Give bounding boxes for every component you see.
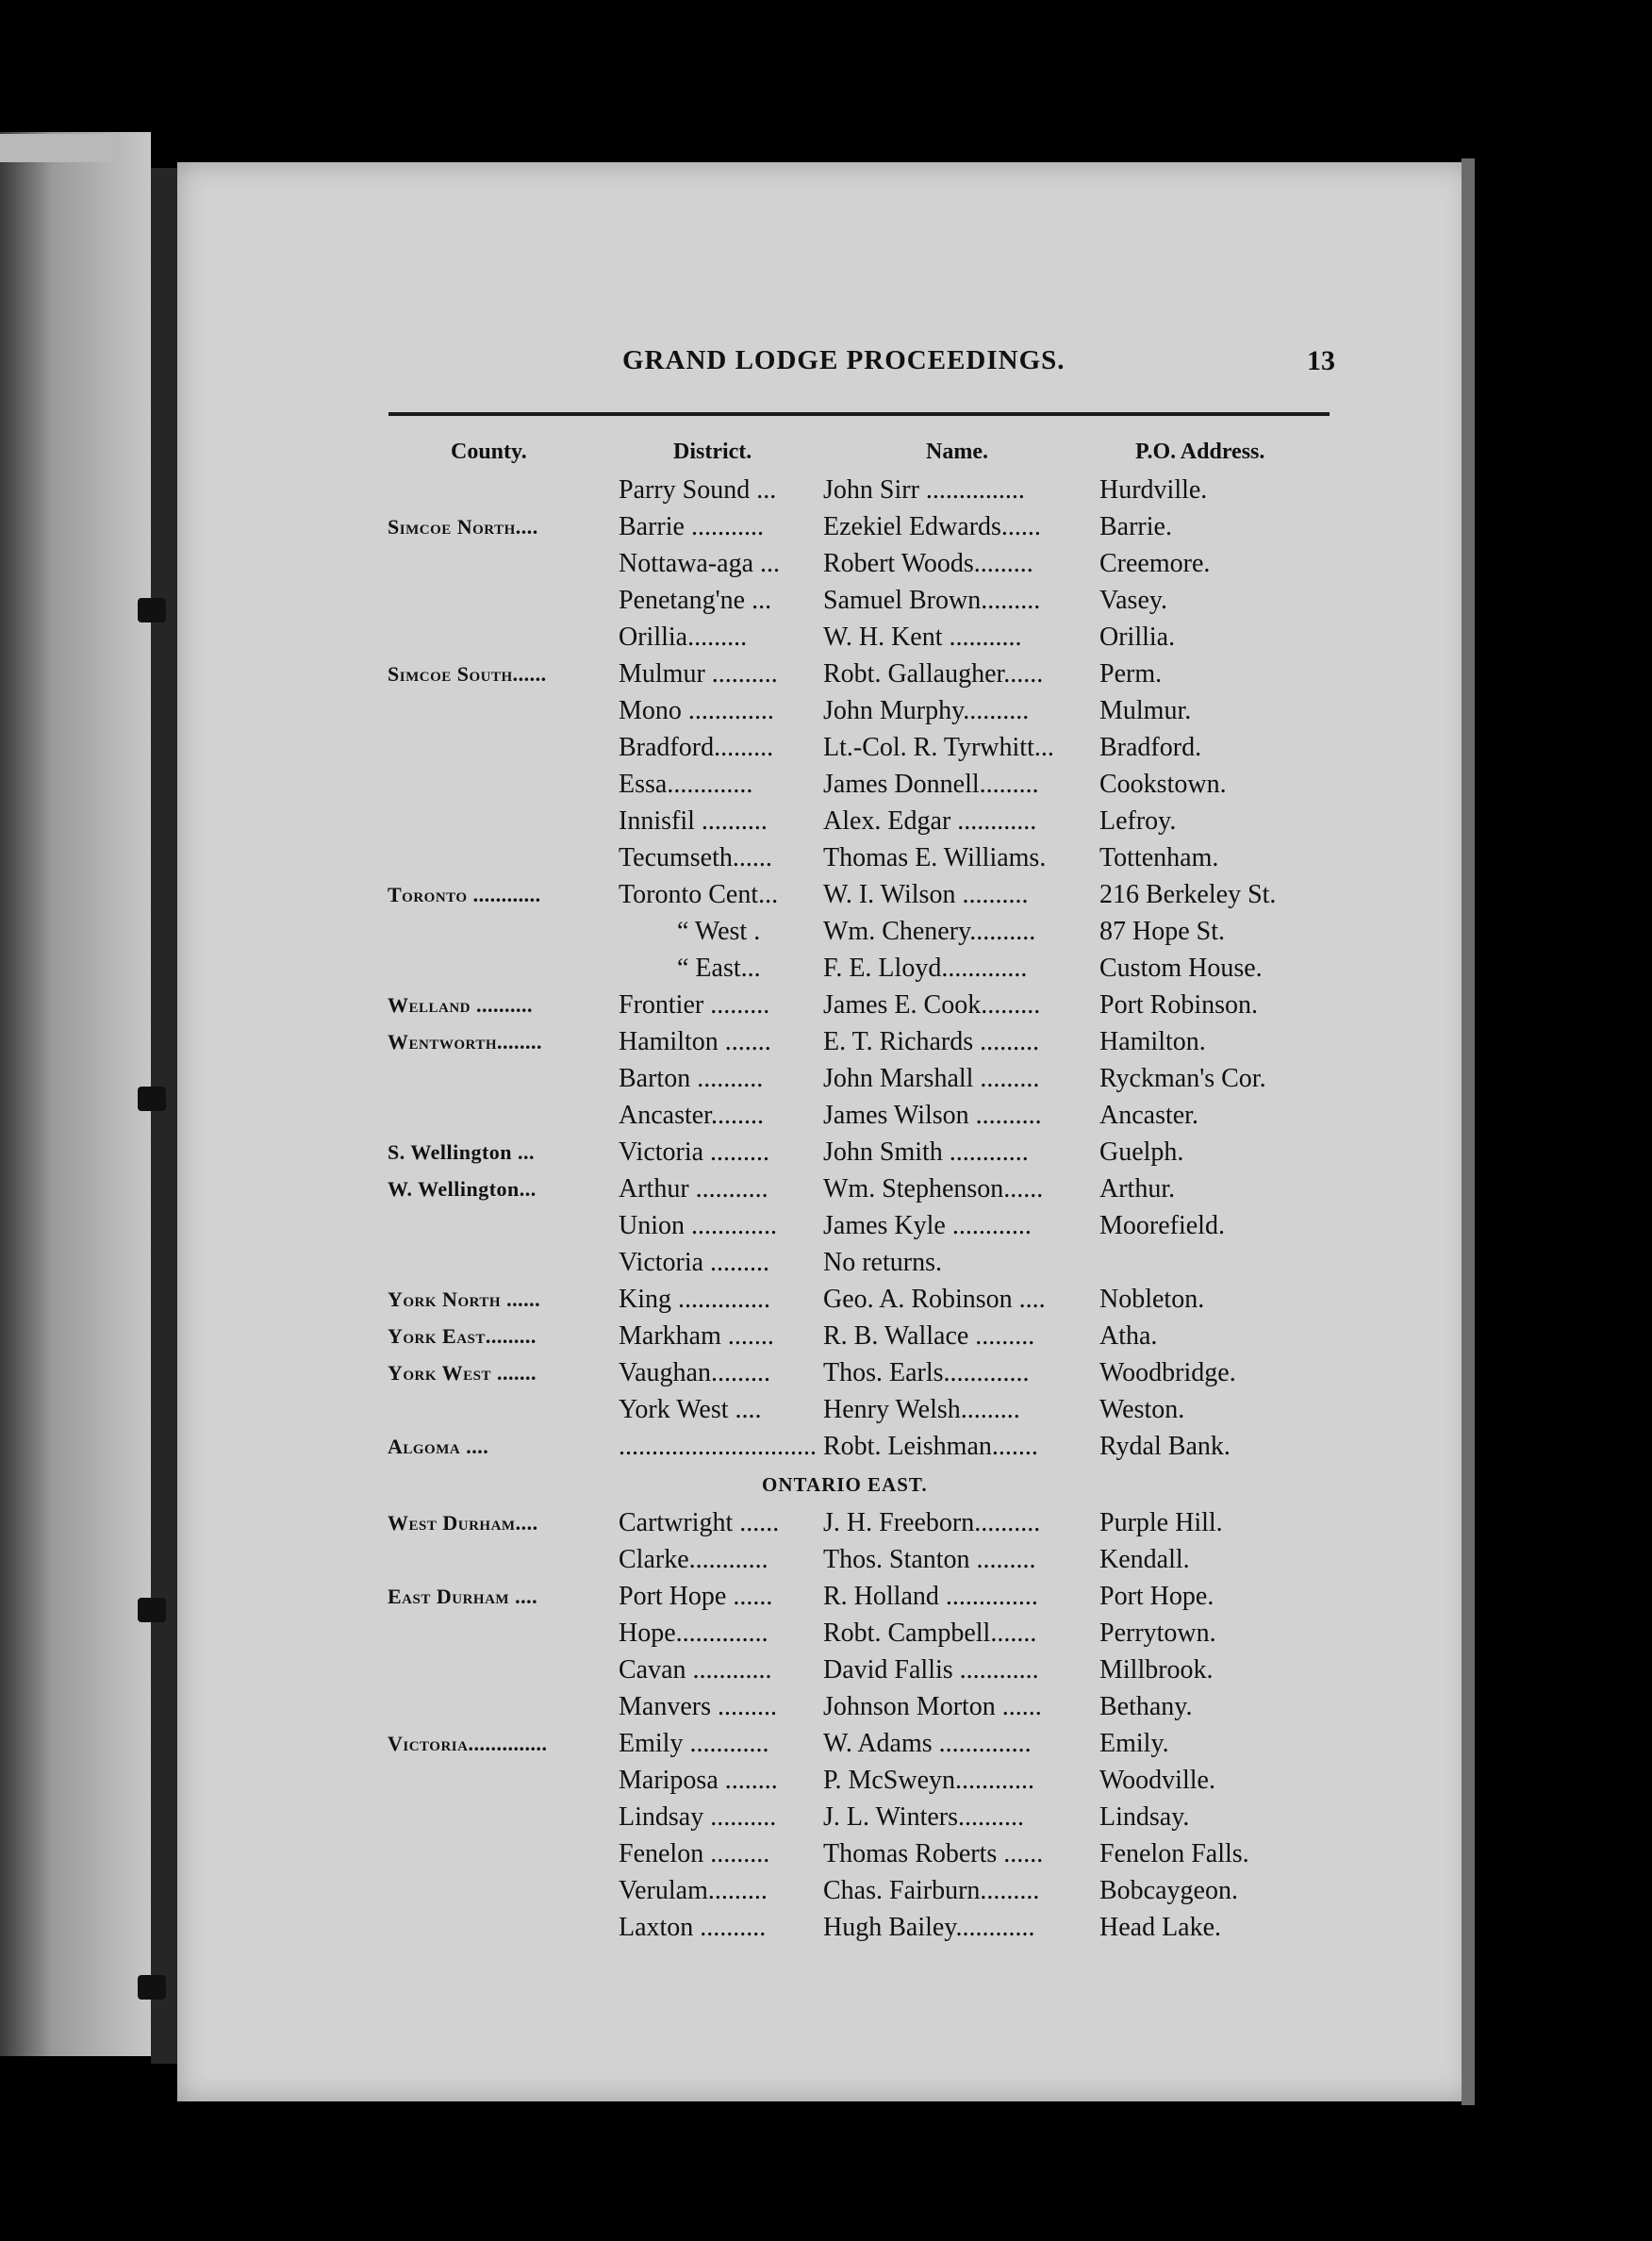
county-cell: York East......... xyxy=(388,1324,537,1348)
district-cell: Orillia......... xyxy=(619,622,748,652)
district-cell: Clarke............ xyxy=(619,1545,768,1574)
address-cell: Tottenham. xyxy=(1099,843,1219,872)
table-row xyxy=(0,1762,1652,1799)
address-cell: Bobcaygeon. xyxy=(1099,1876,1238,1905)
lodge-directory-table xyxy=(0,472,1652,1946)
address-cell: Ancaster. xyxy=(1099,1101,1198,1130)
address-cell: 216 Berkeley St. xyxy=(1099,880,1277,909)
table-row xyxy=(0,545,1652,582)
district-cell: Cavan ............ xyxy=(619,1655,772,1685)
district-cell: Nottawa-aga ... xyxy=(619,549,781,578)
address-cell: Vasey. xyxy=(1099,586,1168,615)
table-row xyxy=(0,1799,1652,1835)
address-cell: Guelph. xyxy=(1099,1137,1184,1167)
table-row xyxy=(0,1578,1652,1615)
table-row xyxy=(0,1207,1652,1244)
name-cell: R. B. Wallace ......... xyxy=(823,1321,1035,1351)
district-cell: Ancaster........ xyxy=(619,1101,764,1130)
name-cell: Geo. A. Robinson .... xyxy=(823,1285,1046,1314)
column-header-name: Name. xyxy=(926,440,988,464)
address-cell: Barrie. xyxy=(1099,512,1172,541)
district-cell: Mono ............. xyxy=(619,696,774,725)
name-cell: Henry Welsh......... xyxy=(823,1395,1020,1424)
county-cell: Wentworth........ xyxy=(388,1030,542,1054)
county-cell: Victoria.............. xyxy=(388,1732,548,1755)
district-cell: Cartwright ...... xyxy=(619,1508,780,1537)
table-row xyxy=(0,472,1652,508)
district-cell: York West .... xyxy=(619,1395,762,1424)
address-cell: Head Lake. xyxy=(1099,1913,1222,1942)
name-cell: Lt.-Col. R. Tyrwhitt... xyxy=(823,733,1054,762)
name-cell: James Wilson .......... xyxy=(823,1101,1042,1130)
county-cell: York North ...... xyxy=(388,1287,541,1311)
table-row xyxy=(0,1391,1652,1428)
table-row xyxy=(0,950,1652,987)
district-cell: Essa............. xyxy=(619,770,753,799)
address-cell: 87 Hope St. xyxy=(1099,917,1225,946)
address-cell: Bradford. xyxy=(1099,733,1202,762)
name-cell: James E. Cook......... xyxy=(823,990,1041,1020)
district-cell: Hamilton ....... xyxy=(619,1027,771,1056)
address-cell: Port Robinson. xyxy=(1099,990,1259,1020)
district-cell: “ East... xyxy=(677,954,761,983)
page-title: GRAND LODGE PROCEEDINGS. xyxy=(622,345,1066,375)
address-cell: Orillia. xyxy=(1099,622,1176,652)
section-heading: ONTARIO EAST. xyxy=(762,1473,928,1496)
name-cell: Johnson Morton ...... xyxy=(823,1692,1042,1721)
address-cell: Arthur. xyxy=(1099,1174,1176,1204)
name-cell: J. H. Freeborn.......... xyxy=(823,1508,1041,1537)
header-rule xyxy=(388,412,1330,416)
district-cell: Victoria ......... xyxy=(619,1137,770,1167)
district-cell: Bradford......... xyxy=(619,733,774,762)
address-cell: Emily. xyxy=(1099,1729,1169,1758)
running-header xyxy=(377,345,1335,383)
district-cell: Verulam......... xyxy=(619,1876,768,1905)
district-cell: Innisfil .......... xyxy=(619,806,768,836)
name-cell: W. H. Kent ........... xyxy=(823,622,1022,652)
name-cell: Ezekiel Edwards...... xyxy=(823,512,1041,541)
table-row xyxy=(0,1688,1652,1725)
name-cell: John Murphy.......... xyxy=(823,696,1030,725)
table-row xyxy=(0,1541,1652,1578)
district-cell: Tecumseth...... xyxy=(619,843,772,872)
name-cell: Robt. Campbell....... xyxy=(823,1618,1037,1648)
name-cell: E. T. Richards ......... xyxy=(823,1027,1040,1056)
address-cell: Creemore. xyxy=(1099,549,1211,578)
table-row xyxy=(0,1428,1652,1465)
column-header-district: District. xyxy=(673,440,752,464)
district-cell: Penetang'ne ... xyxy=(619,586,772,615)
name-cell: Robt. Gallaugher...... xyxy=(823,659,1044,689)
county-cell: Algoma .... xyxy=(388,1435,489,1458)
district-cell: Parry Sound ... xyxy=(619,475,777,505)
name-cell: John Smith ............ xyxy=(823,1137,1029,1167)
county-cell: W. Wellington... xyxy=(388,1177,537,1201)
name-cell: Wm. Stephenson...... xyxy=(823,1174,1044,1204)
district-cell: Hope.............. xyxy=(619,1618,768,1648)
table-row xyxy=(0,1652,1652,1688)
address-cell: Lefroy. xyxy=(1099,806,1177,836)
address-cell: Millbrook. xyxy=(1099,1655,1214,1685)
address-cell: Ryckman's Cor. xyxy=(1099,1064,1266,1093)
district-cell: Barrie ........... xyxy=(619,512,764,541)
name-cell: J. L. Winters.......... xyxy=(823,1802,1025,1832)
name-cell: Thomas Roberts ...... xyxy=(823,1839,1044,1868)
table-row xyxy=(0,508,1652,545)
name-cell: Thos. Stanton ......... xyxy=(823,1545,1036,1574)
table-row xyxy=(0,656,1652,692)
name-cell: R. Holland .............. xyxy=(823,1582,1038,1611)
district-cell: Toronto Cent... xyxy=(619,880,779,909)
table-row xyxy=(0,1615,1652,1652)
district-cell: Victoria ......... xyxy=(619,1248,770,1277)
address-cell: Bethany. xyxy=(1099,1692,1193,1721)
table-row xyxy=(0,803,1652,839)
address-cell: Weston. xyxy=(1099,1395,1185,1424)
table-row xyxy=(0,1244,1652,1281)
page-number: 13 xyxy=(1307,345,1335,376)
district-cell: Fenelon ......... xyxy=(619,1839,770,1868)
address-cell: Kendall. xyxy=(1099,1545,1190,1574)
address-cell: Woodbridge. xyxy=(1099,1358,1236,1387)
address-cell: Hurdville. xyxy=(1099,475,1208,505)
table-row xyxy=(0,766,1652,803)
name-cell: Alex. Edgar ............ xyxy=(823,806,1037,836)
name-cell: No returns. xyxy=(823,1248,942,1277)
table-row xyxy=(0,1725,1652,1762)
section-heading-row xyxy=(0,1465,1652,1504)
table-row xyxy=(0,839,1652,876)
table-row xyxy=(0,876,1652,913)
address-cell: Fenelon Falls. xyxy=(1099,1839,1249,1868)
address-cell: Atha. xyxy=(1099,1321,1158,1351)
address-cell: Woodville. xyxy=(1099,1766,1215,1795)
address-cell: Mulmur. xyxy=(1099,696,1192,725)
district-cell: Markham ....... xyxy=(619,1321,774,1351)
table-row xyxy=(0,582,1652,619)
county-cell: Welland .......... xyxy=(388,993,534,1017)
county-cell: East Durham .... xyxy=(388,1585,538,1608)
county-cell: Simcoe South...... xyxy=(388,662,547,686)
address-cell: Perm. xyxy=(1099,659,1163,689)
name-cell: W. Adams .............. xyxy=(823,1729,1032,1758)
table-row xyxy=(0,619,1652,656)
district-cell: .............................. xyxy=(619,1432,817,1461)
district-cell: “ West . xyxy=(677,917,761,946)
name-cell: Hugh Bailey............ xyxy=(823,1913,1035,1942)
name-cell: David Fallis ............ xyxy=(823,1655,1039,1685)
county-cell: Simcoe North.... xyxy=(388,515,538,539)
name-cell: John Marshall ......... xyxy=(823,1064,1040,1093)
address-cell: Cookstown. xyxy=(1099,770,1227,799)
name-cell: F. E. Lloyd............. xyxy=(823,954,1028,983)
name-cell: W. I. Wilson .......... xyxy=(823,880,1029,909)
district-cell: Laxton .......... xyxy=(619,1913,767,1942)
district-cell: Barton .......... xyxy=(619,1064,764,1093)
table-row xyxy=(0,1023,1652,1060)
table-row xyxy=(0,1134,1652,1170)
name-cell: Samuel Brown......... xyxy=(823,586,1041,615)
binding-stitch xyxy=(138,1975,166,2000)
name-cell: Robt. Leishman....... xyxy=(823,1432,1038,1461)
address-cell: Nobleton. xyxy=(1099,1285,1205,1314)
district-cell: Emily ............ xyxy=(619,1729,769,1758)
district-cell: Mariposa ........ xyxy=(619,1766,778,1795)
address-cell: Lindsay. xyxy=(1099,1802,1190,1832)
district-cell: Manvers ......... xyxy=(619,1692,777,1721)
table-row xyxy=(0,1281,1652,1318)
name-cell: P. McSweyn............ xyxy=(823,1766,1035,1795)
name-cell: Wm. Chenery.......... xyxy=(823,917,1036,946)
table-row xyxy=(0,1909,1652,1946)
table-row xyxy=(0,1504,1652,1541)
address-cell: Purple Hill. xyxy=(1099,1508,1223,1537)
address-cell: Hamilton. xyxy=(1099,1027,1206,1056)
district-cell: Arthur ........... xyxy=(619,1174,768,1204)
table-row xyxy=(0,729,1652,766)
district-cell: King .............. xyxy=(619,1285,770,1314)
county-cell: West Durham.... xyxy=(388,1511,538,1535)
table-row xyxy=(0,1872,1652,1909)
district-cell: Port Hope ...... xyxy=(619,1582,773,1611)
address-cell: Rydal Bank. xyxy=(1099,1432,1231,1461)
table-row xyxy=(0,1170,1652,1207)
column-header-address: P.O. Address. xyxy=(1135,440,1265,464)
name-cell: James Kyle ............ xyxy=(823,1211,1032,1240)
name-cell: John Sirr ............... xyxy=(823,475,1025,505)
name-cell: James Donnell......... xyxy=(823,770,1039,799)
address-cell: Moorefield. xyxy=(1099,1211,1225,1240)
district-cell: Frontier ......... xyxy=(619,990,770,1020)
name-cell: Thos. Earls............. xyxy=(823,1358,1030,1387)
district-cell: Vaughan......... xyxy=(619,1358,770,1387)
district-cell: Mulmur .......... xyxy=(619,659,778,689)
table-row xyxy=(0,913,1652,950)
table-row xyxy=(0,1097,1652,1134)
column-header-county: County. xyxy=(451,440,527,464)
table-row xyxy=(0,987,1652,1023)
table-row xyxy=(0,1318,1652,1354)
address-cell: Port Hope. xyxy=(1099,1582,1214,1611)
table-row xyxy=(0,692,1652,729)
name-cell: Chas. Fairburn......... xyxy=(823,1876,1040,1905)
table-row xyxy=(0,1060,1652,1097)
address-cell: Custom House. xyxy=(1099,954,1263,983)
name-cell: Robert Woods......... xyxy=(823,549,1033,578)
address-cell: Perrytown. xyxy=(1099,1618,1216,1648)
facing-page-tab xyxy=(0,134,113,162)
table-row xyxy=(0,1835,1652,1872)
county-cell: Toronto ............ xyxy=(388,883,541,906)
district-cell: Lindsay .......... xyxy=(619,1802,777,1832)
name-cell: Thomas E. Williams. xyxy=(823,843,1047,872)
district-cell: Union ............. xyxy=(619,1211,777,1240)
table-row xyxy=(0,1354,1652,1391)
county-cell: York West ....... xyxy=(388,1361,537,1385)
county-cell: S. Wellington ... xyxy=(388,1140,536,1164)
